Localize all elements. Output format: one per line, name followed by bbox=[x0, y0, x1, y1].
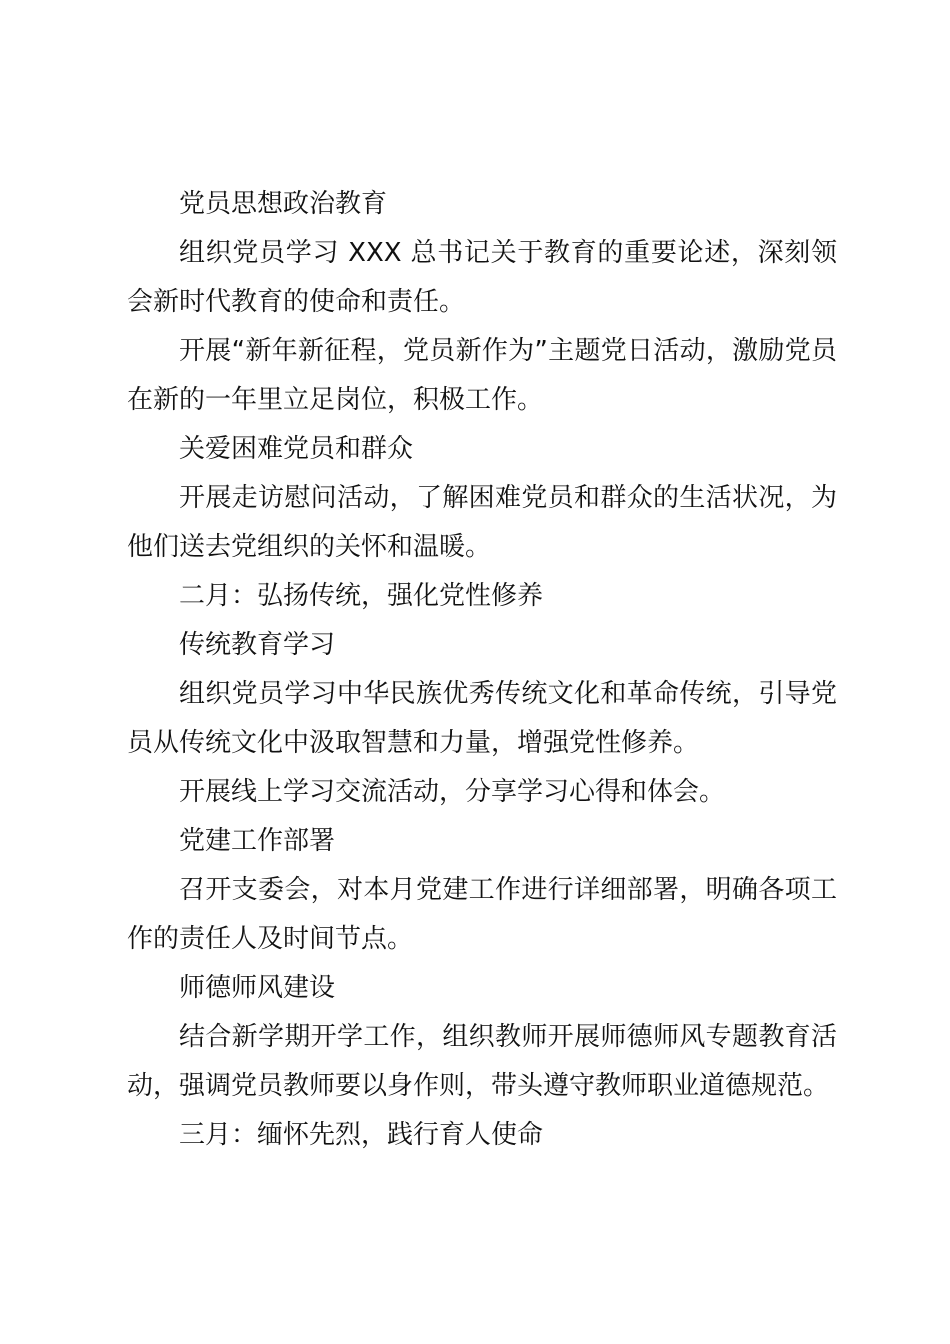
section-heading: 师德师风建设 bbox=[179, 973, 336, 1003]
body-paragraph: 组织党员学习 XXX 总书记关于教育的重要论述，深刻领会新时代教育的使命和责任。 bbox=[127, 238, 837, 317]
section-heading: 传统教育学习 bbox=[179, 630, 336, 660]
body-paragraph: 开展走访慰问活动，了解困难党员和群众的生活状况，为他们送去党组织的关怀和温暖。 bbox=[127, 483, 837, 562]
body-paragraph: 结合新学期开学工作，组织教师开展师德师风专题教育活动，强调党员教师要以身作则，带头遵守教师职业道德规范。 bbox=[127, 1022, 837, 1101]
body-paragraph: 开展线上学习交流活动，分享学习心得和体会。 bbox=[179, 777, 726, 807]
section-heading: 党建工作部署 bbox=[179, 826, 336, 856]
month-heading: 三月：缅怀先烈，践行育人使命 bbox=[179, 1120, 544, 1150]
month-heading: 二月：弘扬传统，强化党性修养 bbox=[179, 581, 544, 611]
section-heading: 关爱困难党员和群众 bbox=[179, 434, 414, 464]
body-paragraph: 组织党员学习中华民族优秀传统文化和革命传统，引导党员从传统文化中汲取智慧和力量，增强党性修养。 bbox=[127, 679, 837, 758]
body-paragraph: 召开支委会，对本月党建工作进行详细部署，明确各项工作的责任人及时间节点。 bbox=[127, 875, 837, 954]
body-paragraph: 开展“新年新征程，党员新作为”主题党日活动，激励党员在新的一年里立足岗位，积极工作。 bbox=[127, 336, 837, 415]
section-heading: 党员思想政治教育 bbox=[179, 189, 388, 219]
document-body bbox=[127, 180, 837, 1160]
